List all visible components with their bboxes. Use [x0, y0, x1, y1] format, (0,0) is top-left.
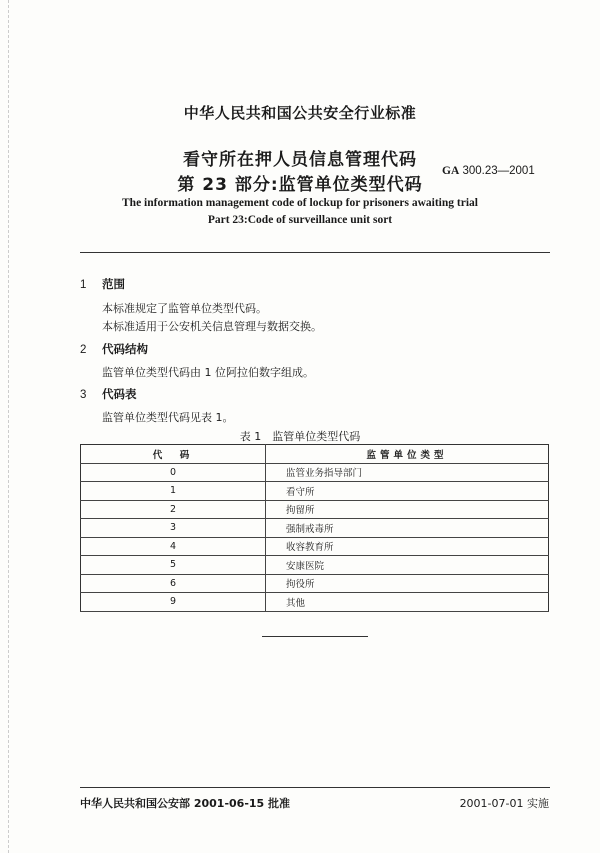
- footer-divider: [80, 787, 550, 788]
- section-1-para-1: 本标准规定了监管单位类型代码。: [102, 302, 267, 315]
- code-cell: 4: [81, 537, 266, 556]
- section-3-heading: 3 代码表: [80, 387, 137, 401]
- section-3-para-1: 监管单位类型代码见表 1。: [102, 411, 234, 424]
- header-divider: [80, 252, 550, 253]
- approval-statement: 中华人民共和国公安部 2001-06-15 批准: [80, 797, 291, 810]
- scan-margin-line: [8, 0, 9, 853]
- unit-type-cell: 其他: [266, 593, 549, 612]
- code-cell: 2: [81, 500, 266, 519]
- table-row: [81, 537, 549, 556]
- table-row: [81, 556, 549, 575]
- code-cell: 9: [81, 593, 266, 612]
- table-row: [81, 463, 549, 482]
- section-1-para-2: 本标准适用于公安机关信息管理与数据交换。: [102, 320, 322, 333]
- table-row: [81, 500, 549, 519]
- header-unit-type: 监管单位类型: [266, 445, 549, 464]
- unit-type-cell: 拘留所: [266, 500, 549, 519]
- standard-organization: 中华人民共和国公共安全行业标准: [183, 104, 417, 122]
- code-table: [80, 444, 549, 612]
- table-row: [81, 482, 549, 501]
- section-2-para-1: 监管单位类型代码由 1 位阿拉伯数字组成。: [102, 366, 314, 379]
- title-cn-line1: 看守所在押人员信息管理代码: [183, 150, 417, 170]
- unit-type-cell: 安康医院: [266, 556, 549, 575]
- title-en-line1: The information management code of lockup for prisoners awaiting trial: [122, 197, 478, 209]
- unit-type-cell: 拘役所: [266, 574, 549, 593]
- unit-type-cell: 看守所: [266, 482, 549, 501]
- end-of-text-rule: [262, 636, 368, 637]
- unit-type-cell: 收容教育所: [266, 537, 549, 556]
- title-en-line2: Part 23:Code of surveillance unit sort: [207, 214, 393, 226]
- standard-number-prefix: GA: [442, 165, 460, 177]
- code-cell: 0: [81, 463, 266, 482]
- header-code: 代 码: [81, 445, 266, 464]
- standard-number: [442, 165, 535, 177]
- section-1-heading: 1 范围: [80, 277, 125, 291]
- unit-type-cell: 强制戒毒所: [266, 519, 549, 538]
- table-row: [81, 574, 549, 593]
- code-cell: 1: [81, 482, 266, 501]
- section-2-heading: 2 代码结构: [80, 342, 148, 356]
- table-row: [81, 593, 549, 612]
- title-cn-line2: 第 23 部分:监管单位类型代码: [177, 175, 423, 195]
- code-cell: 5: [81, 556, 266, 575]
- unit-type-cell: 监管业务指导部门: [266, 463, 549, 482]
- table-header-row: [81, 445, 549, 464]
- table-row: [81, 519, 549, 538]
- table-caption: 表 1 监管单位类型代码: [239, 430, 361, 443]
- implementation-date: 2001-07-01 实施: [459, 797, 549, 810]
- code-cell: 3: [81, 519, 266, 538]
- standard-number-value: 300.23—2001: [462, 165, 535, 177]
- code-cell: 6: [81, 574, 266, 593]
